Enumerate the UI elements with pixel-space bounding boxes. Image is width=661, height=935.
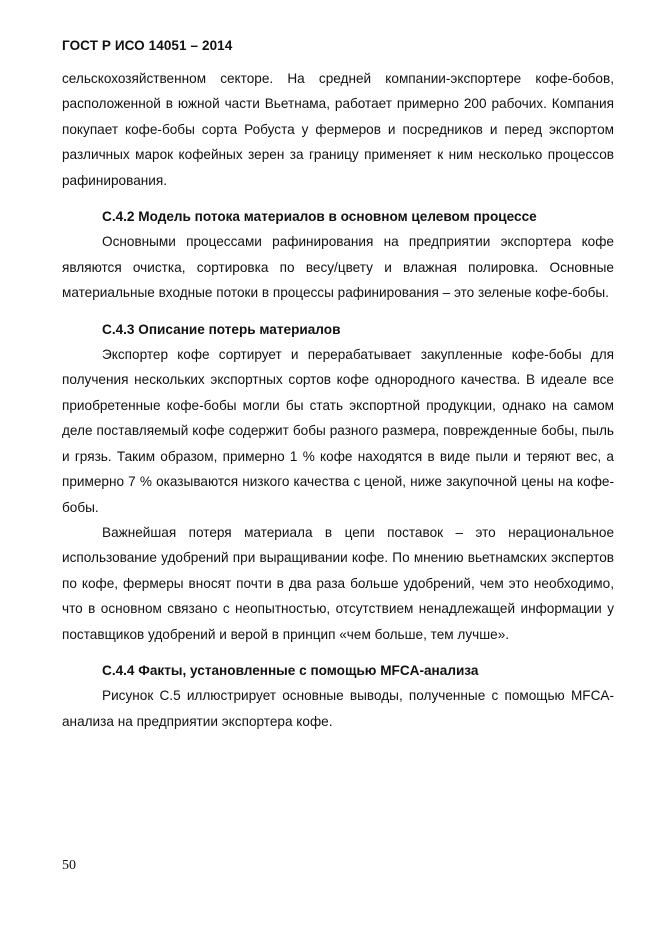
paragraph-c42-1: Основными процессами рафинирования на предприятии экспортера кофе являются очистка, сортировка по весу/цвету и влажная полировка. Основные материальные входные потоки в процессы рафинирования – это зеленые кофе-бобы.	[62, 234, 614, 301]
section-title-c43: С.4.3 Описание потерь материалов	[102, 321, 341, 337]
document-body	[62, 66, 614, 734]
section-title-c44: С.4.4 Факты, установленные с помощью MFCA-анализа	[102, 662, 479, 678]
page-number: 50	[62, 858, 76, 873]
intro-paragraph: сельскохозяйственном секторе. На средней компании-экспортере кофе-бобов, расположенной в южной части Вьетнама, работает примерно 200 рабочих. Компания покупает кофе-бобы сорта Робуста у фермеров и посредников и перед экспортом различных марок кофейных зерен за границу применяет к ним несколько процессов рафинирования.	[62, 71, 614, 188]
paragraph-c44-1: Рисунок С.5 иллюстрирует основные выводы, полученные с помощью MFCA-анализа на предприятии экспортера кофе.	[62, 688, 614, 729]
paragraph-c43-1: Экспортер кофе сортирует и перерабатывает закупленные кофе-бобы для получения нескольких экспортных сортов кофе однородного качества. В идеале все приобретенные кофе-бобы могли бы стать экспортной продукции, однако на самом деле поставляемый кофе содержит бобы разного размера, поврежденные бобы, пыль и грязь. Таким образом, примерно 1 % кофе находятся в виде пыли и теряют вес, а примерно 7 % оказываются низкого качества с ценой, ниже закупочной цены на кофе-бобы.	[62, 347, 614, 515]
paragraph-c43-2: Важнейшая потеря материала в цепи поставок – это нерациональное использование удобрений при выращивании кофе. По мнению вьетнамских экспертов по кофе, фермеры вносят почти в два раза больше удобрений, чем это необходимо, что в основном связано с неопытностью, отсутствием ненадлежащей информации у поставщиков удобрений и верой в принцип «чем больше, тем лучше».	[62, 524, 614, 642]
section-title-c42: С.4.2 Модель потока материалов в основном целевом процессе	[102, 209, 537, 225]
document-header: ГОСТ Р ИСО 14051 – 2014	[62, 38, 233, 53]
